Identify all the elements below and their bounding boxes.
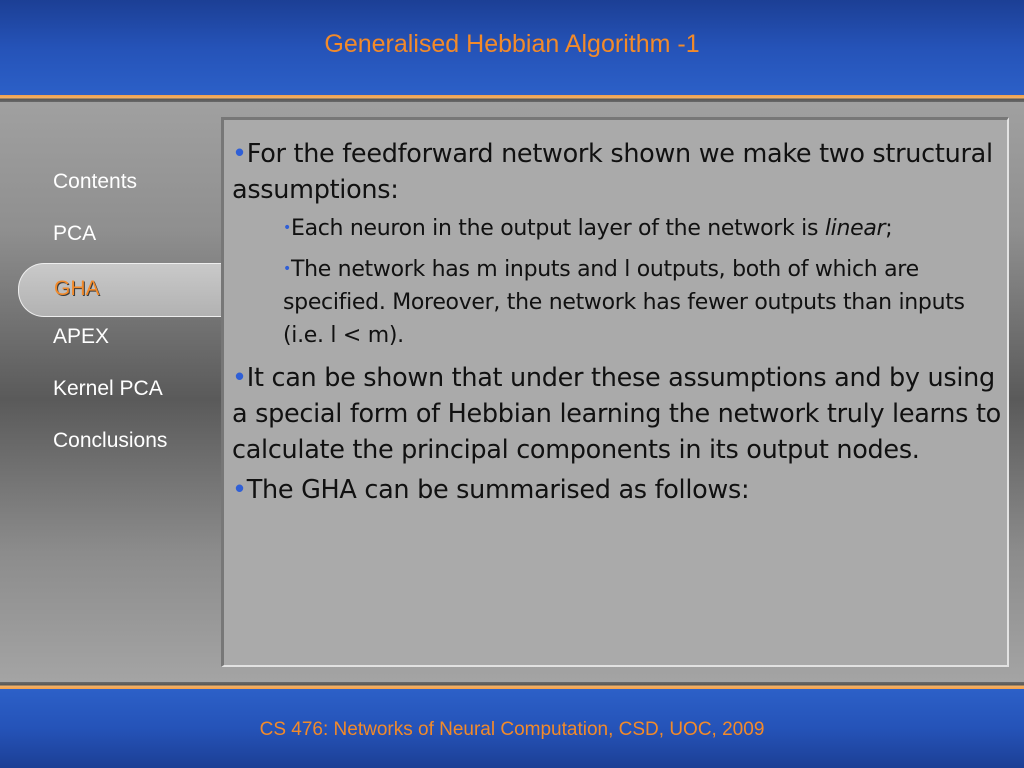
header-divider xyxy=(0,95,1024,102)
bullet-text: The GHA can be summarised as follows: xyxy=(246,475,750,505)
nav-item-pca[interactable]: PCA xyxy=(53,222,97,245)
footer-divider xyxy=(0,682,1024,689)
bullet-text: The network has m inputs and l outputs, both of which are specified. Moreover, the network has fewer outputs than inputs (i.e. l < m). xyxy=(283,257,965,348)
bullet-item xyxy=(232,360,1002,468)
bullet-icon: • xyxy=(232,139,247,169)
sub-bullet-item xyxy=(283,212,1002,245)
bullet-item xyxy=(232,472,1002,508)
nav-active-tab[interactable] xyxy=(18,263,224,317)
slide-title: Generalised Hebbian Algorithm -1 xyxy=(324,29,700,58)
bullet-text: For the feedforward network shown we make two structural assumptions: xyxy=(232,139,993,205)
nav-item-contents[interactable]: Contents xyxy=(53,170,138,193)
nav-item-conclusions[interactable]: Conclusions xyxy=(53,429,168,452)
nav-item-kernel-pca[interactable]: Kernel PCA xyxy=(53,377,163,400)
bullet-icon: • xyxy=(283,220,291,236)
sub-bullet-item xyxy=(283,253,1002,352)
footer-text: CS 476: Networks of Neural Computation, CSD, UOC, 2009 xyxy=(259,718,765,740)
bullet-icon: • xyxy=(283,261,291,277)
nav-item-gha[interactable]: GHA xyxy=(54,277,100,300)
slide-body xyxy=(232,136,1002,512)
bullet-text-end: ; xyxy=(885,216,893,241)
bullet-text: Each neuron in the output layer of the network is xyxy=(290,216,825,241)
nav-item-apex[interactable]: APEX xyxy=(53,325,110,348)
bullet-icon: • xyxy=(232,363,247,393)
slide-footer xyxy=(0,689,1024,768)
bullet-text: It can be shown that under these assumptions and by using a special form of Hebbian learning the network truly learns to calculate the principal components in its output nodes. xyxy=(232,363,1001,465)
bullet-icon: • xyxy=(232,475,247,505)
bullet-item xyxy=(232,136,1002,208)
emphasis-text: linear xyxy=(824,216,886,241)
slide-header xyxy=(0,0,1024,96)
